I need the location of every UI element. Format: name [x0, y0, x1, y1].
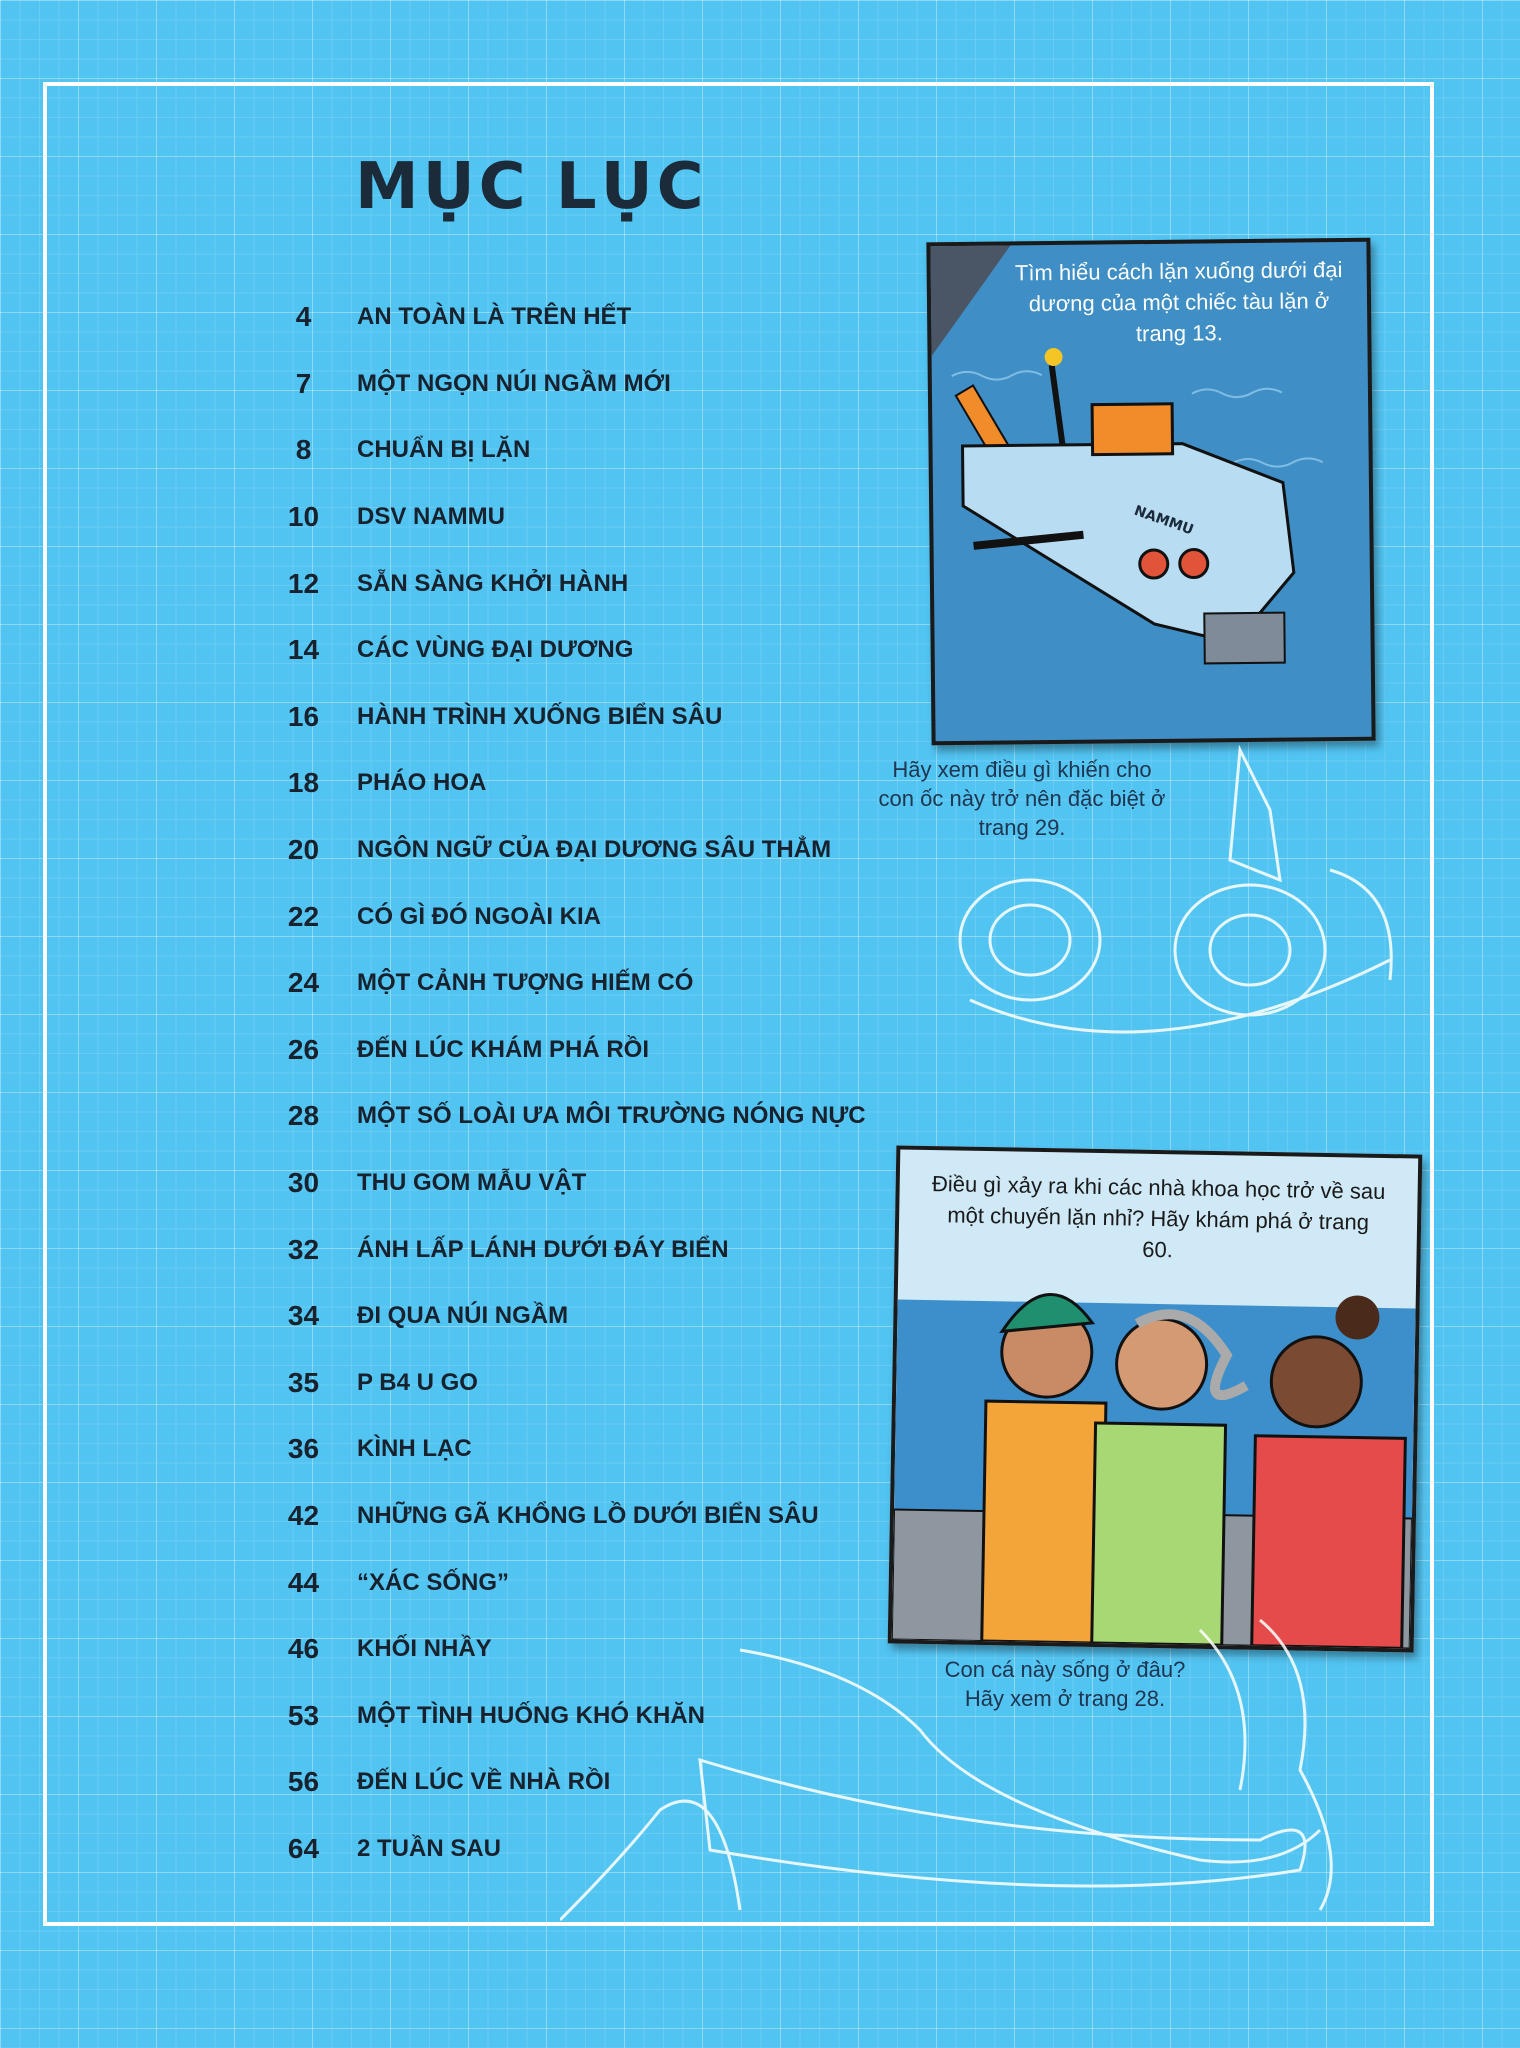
toc-entry-title: MỘT TÌNH HUỐNG KHÓ KHĂN [357, 1701, 705, 1729]
toc-entry[interactable] [250, 1083, 866, 1150]
toc-page-number: 16 [287, 700, 320, 732]
toc-entry-title: CÁC VÙNG ĐẠI DƯƠNG [357, 636, 634, 664]
toc-entry-title: MỘT SỐ LOÀI ƯA MÔI TRƯỜNG NÓNG NỰC [357, 1102, 866, 1130]
scientists-panel-text: Điều gì xảy ra khi các nhà khoa học trở về sau một chuyến lặn nhỉ? Hãy khám phá ở trang 60. [931, 1171, 1386, 1263]
toc-entry[interactable] [250, 1283, 866, 1350]
toc-entry-title: PHÁO HOA [357, 769, 487, 797]
toc-entry[interactable] [250, 351, 866, 418]
toc-entry[interactable] [250, 1216, 866, 1283]
snail-sketch [950, 740, 1430, 1100]
toc-entry-title: HÀNH TRÌNH XUỐNG BIỂN SÂU [357, 702, 723, 730]
toc-page-number: 30 [287, 1167, 320, 1199]
scientists-illustration [888, 1145, 1423, 1652]
toc-entry-title: “XÁC SỐNG” [357, 1568, 510, 1596]
submarine-name-label: NAMMU [1131, 502, 1196, 539]
toc-entry-title: NGÔN NGỮ CỦA ĐẠI DƯƠNG SÂU THẲM [357, 836, 832, 864]
toc-page-number: 36 [287, 1433, 320, 1465]
toc-page-number: 53 [287, 1699, 320, 1731]
toc-entry-title: ĐẾN LÚC VỀ NHÀ RỒI [357, 1768, 611, 1796]
toc-entry[interactable] [250, 883, 866, 950]
submarine-illustration [926, 238, 1375, 746]
toc-entry-title: KHỐI NHẦY [357, 1635, 492, 1663]
snail-caption: Hãy xem điều gì khiến cho con ốc này trở nên đặc biệt ở trang 29. [878, 757, 1166, 840]
page-title: MỤC LỤC [355, 150, 708, 224]
fish-caption: Con cá này sống ở đâu? Hãy xem ở trang 28. [944, 1657, 1186, 1711]
toc-page-number: 28 [287, 1100, 320, 1132]
toc-page-number: 46 [287, 1633, 320, 1665]
toc-entry-title: MỘT CẢNH TƯỢNG HIẾM CÓ [357, 969, 694, 997]
toc-entry-title: CHUẨN BỊ LẶN [357, 436, 531, 464]
toc-page-number: 12 [287, 567, 320, 599]
toc-entry[interactable] [250, 1350, 866, 1417]
toc-page-number: 22 [287, 900, 320, 932]
toc-entry[interactable] [250, 1549, 866, 1616]
toc-entry-title: CÓ GÌ ĐÓ NGOÀI KIA [357, 902, 602, 930]
toc-entry-title: KÌNH LẠC [357, 1435, 472, 1463]
toc-page-number: 20 [287, 834, 320, 866]
toc-page-number: 4 [295, 301, 312, 333]
toc-entry-title: THU GOM MẪU VẬT [357, 1169, 587, 1197]
toc-entry-title: NHỮNG GÃ KHỔNG LỒ DƯỚI BIỂN SÂU [357, 1501, 819, 1529]
toc-page-number: 14 [287, 634, 320, 666]
toc-page-number: 34 [287, 1300, 320, 1332]
toc-entry-title: SẴN SÀNG KHỞI HÀNH [357, 569, 629, 597]
toc-entry[interactable] [250, 484, 866, 551]
toc-entry[interactable] [250, 617, 866, 684]
toc-entry-title: ÁNH LẤP LÁNH DƯỚI ĐÁY BIỂN [357, 1235, 729, 1263]
toc-page-number: 42 [287, 1499, 320, 1531]
toc-entry[interactable] [250, 1017, 866, 1084]
toc-entry-title: ĐI QUA NÚI NGẦM [357, 1302, 569, 1330]
toc-entry-title: DSV NAMMU [357, 503, 505, 531]
toc-entry[interactable] [250, 417, 866, 484]
toc-entry[interactable] [250, 1416, 866, 1483]
toc-entry[interactable] [250, 750, 866, 817]
toc-entry-title: MỘT NGỌN NÚI NGẦM MỚI [357, 369, 671, 397]
fish-sketch [560, 1610, 1440, 1930]
toc-page-number: 8 [295, 434, 312, 466]
toc-entry[interactable] [250, 550, 866, 617]
toc-page-number: 35 [287, 1366, 320, 1398]
toc-page-number: 44 [287, 1566, 320, 1598]
toc-page-number: 24 [287, 967, 320, 999]
submarine-panel-text: Tìm hiểu cách lặn xuống dưới đại dương của một chiếc tàu lặn ở trang 13. [1014, 256, 1343, 347]
toc-entry-title: AN TOÀN LÀ TRÊN HẾT [357, 303, 632, 331]
toc-entry[interactable] [250, 684, 866, 751]
toc-entry[interactable] [250, 1150, 866, 1217]
toc-entry-title: P B4 U GO [357, 1368, 478, 1396]
toc-page-number: 10 [287, 501, 320, 533]
toc-page-number: 64 [287, 1832, 320, 1864]
toc-entry-title: 2 TUẦN SAU [357, 1834, 502, 1862]
toc-page-number: 7 [295, 367, 312, 399]
toc-entry[interactable] [250, 950, 866, 1017]
toc-entry[interactable] [250, 817, 866, 884]
toc-page-number: 56 [287, 1766, 320, 1798]
toc-page-number: 18 [287, 767, 320, 799]
toc-page-number: 26 [287, 1033, 320, 1065]
toc-page-number: 32 [287, 1233, 320, 1265]
toc-entry[interactable] [250, 1483, 866, 1550]
toc-entry[interactable] [250, 284, 866, 351]
toc-entry-title: ĐẾN LÚC KHÁM PHÁ RỒI [357, 1035, 649, 1063]
